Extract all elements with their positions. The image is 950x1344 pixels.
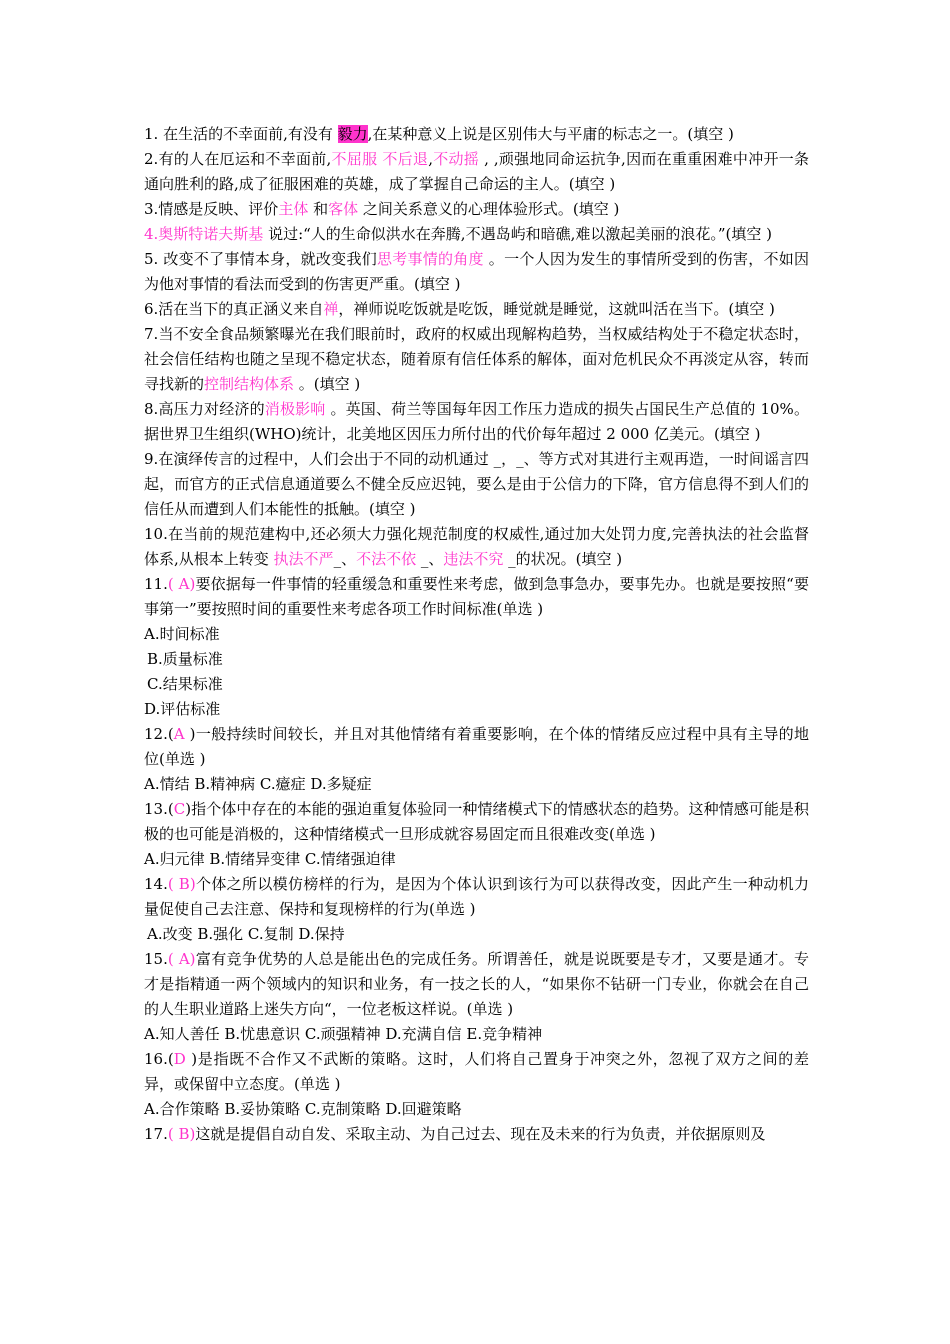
question-text: 1. 在生活的不幸面前,有没有 xyxy=(144,125,338,143)
question-text: 这就是提倡自动自发、采取主动、为自己过去、现在及未来的行为负责，并依据原则及 xyxy=(195,1125,766,1143)
question-1 xyxy=(144,122,809,147)
question-15 xyxy=(144,947,809,1022)
option-line: A.知人善任 B.忧患意识 C.顽强精神 D.充满自信 E.竞争精神 xyxy=(144,1025,543,1043)
question-text: , ,顽强地同命运抗争,因而在重重困难中冲开一条通向胜利的路,成了征服困难的英雄，成了掌握自己命运的主人。(填空 ) xyxy=(144,150,809,193)
question-text: )指个体中存在的本能的强迫重复体验同一种情绪模式下的情感状态的趋势。这种情感可能是积极的也可能是消极的，这种情绪模式一旦形成就容易固定而且很难改变(单选 ) xyxy=(144,800,809,843)
question-text: 13.( xyxy=(144,800,174,818)
question-text: 之间关系意义的心理体验形式。(填空 ) xyxy=(358,200,620,218)
question-text: _、 xyxy=(416,550,444,568)
answer-text: 消极影响 xyxy=(264,400,326,418)
question-3 xyxy=(144,197,809,222)
answer-text: 执法不严 xyxy=(273,550,334,568)
option-line: A.改变 B.强化 C.复制 D.保持 xyxy=(147,925,345,943)
option-line: C.结果标准 xyxy=(147,675,223,693)
answer-text: 思考事情的角度 xyxy=(376,250,484,268)
question-text: 要依据每一件事情的轻重缓急和重要性来考虑，做到急事急办，要事先办。也就是要按照“要事第一”要按照时间的重要性来考虑各项工作时间标准(单选 ) xyxy=(144,575,809,618)
question-16 xyxy=(144,1047,809,1097)
answer-text: 不法不依 xyxy=(356,550,417,568)
document-page xyxy=(144,122,809,1147)
question-text: 。(填空 ) xyxy=(294,375,361,393)
answer-text: 客体 xyxy=(328,200,359,218)
question-text: 14. xyxy=(144,875,168,893)
answer-text: 禅 xyxy=(323,300,339,318)
question-8 xyxy=(144,397,809,447)
answer-text: 4.奥斯特诺夫斯基 xyxy=(144,225,264,243)
question-text: 9.在演绎传言的过程中，人们会出于不同的动机通过 _，_、等方式对其进行主观再造，一时间谣言四起，而官方的正式信息通道要么不健全反应迟钝，要么是由于公信力的下降，官方信息得不到人们的信任从而遭到人们本能性的抵触。(填空 ) xyxy=(144,450,809,518)
question-text: 8.高压力对经济的 xyxy=(144,400,265,418)
answer-text: ( A) xyxy=(167,575,196,593)
question-text: 个体之所以模仿榜样的行为，是因为个体认识到该行为可以获得改变，因此产生一种动机力量促使自己去注意、保持和复现榜样的行为(单选 ) xyxy=(144,875,809,918)
question-text: 富有竞争优势的人总是能出色的完成任务。所谓善任，就是说既要是专才，又要是通才。专才是指精通一两个领域内的知识和业务，有一技之长的人，“如果你不钻研一门专业，你就会在自己的人生职业道路上迷失方向“，一位老板这样说。(单选 ) xyxy=(144,950,809,1018)
question-6 xyxy=(144,297,809,322)
answer-text: 不动摇 xyxy=(432,150,480,168)
answer-text: A xyxy=(173,725,185,743)
answer-text: ( A) xyxy=(167,950,196,968)
question-text: _的状况。(填空 ) xyxy=(503,550,623,568)
question-11 xyxy=(144,572,809,622)
option-line: A.时间标准 xyxy=(144,625,220,643)
question-text: 。一个人因为发生的事情所受到的伤害，不如因为他对事情的看法而受到的伤害更严重。(填空 ) xyxy=(144,250,809,293)
question-10 xyxy=(144,522,809,572)
answer-text: 不屈服 不后退 xyxy=(331,150,429,168)
answer-text: D xyxy=(173,1050,186,1068)
question-13 xyxy=(144,797,809,847)
question-text: _、 xyxy=(333,550,357,568)
question-text: )一般持续时间较长，并且对其他情绪有着重要影响，在个体的情绪反应过程中具有主导的地位(单选 ) xyxy=(144,725,809,768)
question-17 xyxy=(144,1122,809,1147)
question-text: 5. 改变不了事情本身，就改变我们 xyxy=(144,250,377,268)
answer-text: 主体 xyxy=(278,200,309,218)
question-14 xyxy=(144,872,809,922)
answer-text: ( B) xyxy=(167,1125,196,1143)
answer-text: 违法不究 xyxy=(443,550,504,568)
option-line: B.质量标准 xyxy=(147,650,223,668)
question-text: 3.情感是反映、评价 xyxy=(144,200,279,218)
question-text: 16.( xyxy=(144,1050,174,1068)
question-2 xyxy=(144,147,809,197)
question-12 xyxy=(144,722,809,772)
question-9 xyxy=(144,447,809,522)
question-text: )是指既不合作又不武断的策略。这时，人们将自己置身于冲突之外，忽视了双方之间的差异，或保留中立态度。(单选 ) xyxy=(144,1050,809,1093)
question-text: 和 xyxy=(308,200,329,218)
question-text: 11. xyxy=(144,575,168,593)
question-text: 2.有的人在厄运和不幸面前, xyxy=(144,150,332,168)
question-text: 。英国、荷兰等国每年因工作压力造成的损失占国民生产总值的 10%。据世界卫生组织(WHO)统计，北美地区因压力所付出的代价每年超过 2 000 亿美元。(填空 ) xyxy=(144,400,809,443)
option-line: D.评估标准 xyxy=(144,700,221,718)
question-text: , xyxy=(428,150,433,168)
answer-text: C xyxy=(173,800,186,818)
answer-highlight: 毅力 xyxy=(337,125,368,143)
question-text: 12.( xyxy=(144,725,174,743)
question-5 xyxy=(144,247,809,297)
question-text: 7.当不安全食品频繁曝光在我们眼前时，政府的权威出现解构趋势，当权威结构处于不稳定状态时，社会信任结构也随之呈现不稳定状态，随着原有信任体系的解体，面对危机民众不再淡定从容，转而寻找新的 xyxy=(144,325,809,393)
option-line: A.情结 B.精神病 C.癔症 D.多疑症 xyxy=(144,775,372,793)
question-4 xyxy=(144,222,809,247)
question-text: ,在某种意义上说是区别伟大与平庸的标志之一。(填空 ) xyxy=(367,125,734,143)
option-line: A.合作策略 B.妥协策略 C.克制策略 D.回避策略 xyxy=(144,1100,462,1118)
question-text: ，禅师说吃饭就是吃饭，睡觉就是睡觉，这就叫活在当下。(填空 ) xyxy=(338,300,775,318)
question-text: 10.在当前的规范建构中,还必须大力强化规范制度的权威性,通过加大处罚力度,完善执法的社会监督体系,从根本上转变 xyxy=(144,525,809,568)
question-7 xyxy=(144,322,809,397)
question-text: 说过:“人的生命似洪水在奔腾,不遇岛屿和暗礁,难以激起美丽的浪花。”(填空 ) xyxy=(263,225,772,243)
answer-text: ( B) xyxy=(167,875,196,893)
question-text: 15. xyxy=(144,950,168,968)
answer-text: 控制结构体系 xyxy=(204,375,295,393)
option-line: A.归元律 B.情绪异变律 C.情绪强迫律 xyxy=(144,850,396,868)
question-text: 17. xyxy=(144,1125,168,1143)
question-text: 6.活在当下的真正涵义来自 xyxy=(144,300,324,318)
